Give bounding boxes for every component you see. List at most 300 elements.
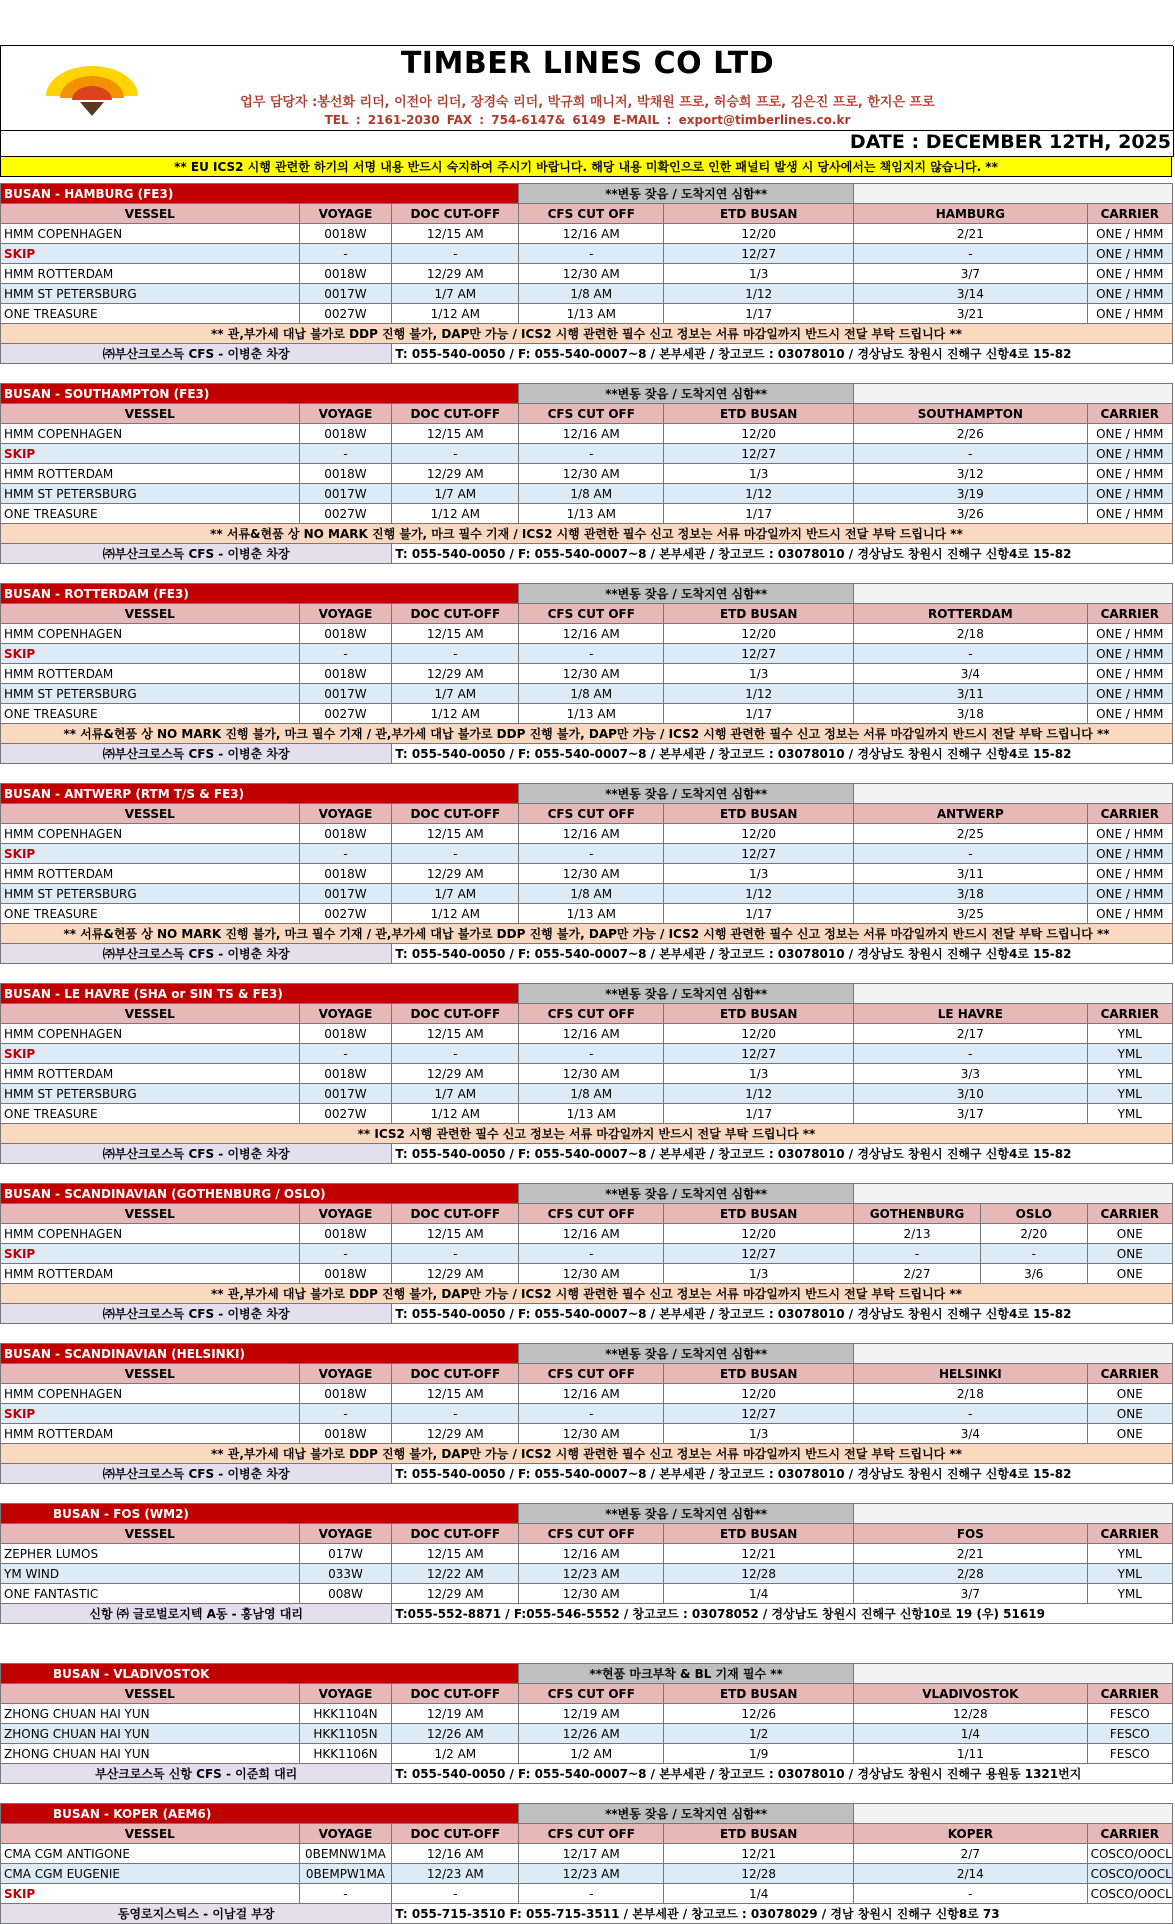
vessel-cell: ZEPHER LUMOS: [1, 1544, 300, 1564]
etd-cell: 12/20: [664, 1024, 854, 1044]
eta-cell: 2/25: [854, 824, 1088, 844]
route-title: BUSAN - HAMBURG (FE3): [1, 184, 519, 204]
carrier-cell: YML: [1087, 1564, 1172, 1584]
vessel-cell: ZHONG CHUAN HAI YUN: [1, 1724, 300, 1744]
doc-cutoff-cell: 12/29 AM: [392, 864, 519, 884]
cfs-warehouse-name: ㈜부산크로스독 CFS - 이병춘 차장: [1, 1304, 392, 1324]
vessel-cell: HMM ROTTERDAM: [1, 1264, 300, 1284]
carrier-cell: ONE: [1087, 1224, 1172, 1244]
vessel-header: VESSEL: [1, 1364, 300, 1384]
voyage-header: VOYAGE: [299, 1824, 392, 1844]
title-filler: [854, 784, 1173, 804]
cfs-cutoff-cell: 12/16 AM: [519, 824, 664, 844]
cfs-cutoff-cell: 12/16 AM: [519, 1024, 664, 1044]
etd-cell: 1/3: [664, 1264, 854, 1284]
eta-cell: -: [854, 444, 1088, 464]
voyage-cell: -: [299, 244, 392, 264]
column-header-row: [1, 1204, 1173, 1224]
eta-cell: -: [854, 1884, 1088, 1904]
carrier-cell: ONE / HMM: [1087, 264, 1172, 284]
cfs-cutoff-cell: 12/30 AM: [519, 1264, 664, 1284]
cfs-cutoff-cell: 12/30 AM: [519, 664, 664, 684]
column-header-row: [1, 1004, 1173, 1024]
carrier-cell: ONE: [1087, 1404, 1172, 1424]
section-notes: ** ICS2 시행 관련한 필수 신고 정보는 서류 마감일까지 반드시 전달 부탁 드립니다 **: [1, 1124, 1173, 1144]
cfs-cutoff-header: CFS CUT OFF: [519, 1824, 664, 1844]
cfs-warehouse-name: 신항 ㈜ 글로벌로지텍 A동 - 홍남영 대리: [1, 1604, 392, 1624]
carrier-cell: FESCO: [1087, 1744, 1172, 1764]
cfs-row: [1, 1464, 1173, 1484]
cfs-warehouse-name: ㈜부산크로스독 CFS - 이병춘 차장: [1, 1144, 392, 1164]
route-remark: **변동 잦음 / 도착지연 심함**: [519, 1804, 854, 1824]
carrier-cell: ONE / HMM: [1087, 824, 1172, 844]
table-row: [1, 1884, 1173, 1904]
voyage-cell: 0017W: [299, 884, 392, 904]
cfs-warehouse-name: ㈜부산크로스독 CFS - 이병춘 차장: [1, 1464, 392, 1484]
eta-cell: -: [854, 1044, 1088, 1064]
cfs-row: [1, 1144, 1173, 1164]
eta-cell: 2/26: [854, 424, 1088, 444]
destination-header: OSLO: [980, 1204, 1087, 1224]
destination-header: LE HAVRE: [854, 1004, 1088, 1024]
eta-cell: 3/3: [854, 1064, 1088, 1084]
doc-cutoff-cell: 12/19 AM: [392, 1704, 519, 1724]
voyage-cell: 0018W: [299, 464, 392, 484]
doc-cutoff-cell: 1/7 AM: [392, 884, 519, 904]
notes-row: [1, 1284, 1173, 1304]
voyage-cell: 0018W: [299, 224, 392, 244]
cfs-cutoff-cell: 1/13 AM: [519, 304, 664, 324]
voyage-cell: -: [299, 1404, 392, 1424]
carrier-header: CARRIER: [1087, 1364, 1172, 1384]
cfs-cutoff-cell: 1/8 AM: [519, 1084, 664, 1104]
carrier-cell: ONE / HMM: [1087, 664, 1172, 684]
etd-cell: 1/3: [664, 464, 854, 484]
carrier-cell: ONE: [1087, 1244, 1172, 1264]
cfs-cutoff-cell: 1/13 AM: [519, 504, 664, 524]
eta-cell: 2/27: [854, 1264, 981, 1284]
route-section: [0, 1183, 1173, 1324]
voyage-header: VOYAGE: [299, 1524, 392, 1544]
table-row: [1, 444, 1173, 464]
eta-cell: 2/7: [854, 1844, 1088, 1864]
carrier-cell: ONE: [1087, 1424, 1172, 1444]
voyage-cell: HKK1105N: [299, 1724, 392, 1744]
route-remark: **변동 잦음 / 도착지연 심함**: [519, 1504, 854, 1524]
eta-cell: 2/21: [854, 224, 1088, 244]
etd-cell: 12/20: [664, 424, 854, 444]
section-title-row: [1, 384, 1173, 404]
voyage-cell: 0017W: [299, 684, 392, 704]
cfs-cutoff-cell: 12/16 AM: [519, 1544, 664, 1564]
table-row: [1, 704, 1173, 724]
etd-cell: 1/17: [664, 1104, 854, 1124]
vessel-cell: SKIP: [1, 1884, 300, 1904]
doc-cutoff-cell: -: [392, 1884, 519, 1904]
vessel-header: VESSEL: [1, 1824, 300, 1844]
etd-cell: 12/20: [664, 1224, 854, 1244]
eta-cell: 1/4: [854, 1724, 1088, 1744]
cfs-cutoff-header: CFS CUT OFF: [519, 204, 664, 224]
doc-cutoff-cell: 1/12 AM: [392, 504, 519, 524]
eta-cell: -: [980, 1244, 1087, 1264]
vessel-cell: HMM ROTTERDAM: [1, 1064, 300, 1084]
table-row: [1, 1424, 1173, 1444]
etd-cell: 1/4: [664, 1884, 854, 1904]
column-header-row: [1, 404, 1173, 424]
voyage-cell: 0018W: [299, 1264, 392, 1284]
vessel-cell: ONE TREASURE: [1, 904, 300, 924]
eta-cell: 3/11: [854, 864, 1088, 884]
schedule-table: [0, 1343, 1173, 1484]
vessel-cell: ONE TREASURE: [1, 504, 300, 524]
eta-cell: 2/14: [854, 1864, 1088, 1884]
table-row: [1, 844, 1173, 864]
etd-cell: 1/12: [664, 484, 854, 504]
column-header-row: [1, 1524, 1173, 1544]
etd-cell: 1/12: [664, 284, 854, 304]
cfs-cutoff-cell: 12/16 AM: [519, 1224, 664, 1244]
cfs-cutoff-cell: 1/2 AM: [519, 1744, 664, 1764]
title-filler: [854, 184, 1173, 204]
column-header-row: [1, 804, 1173, 824]
doc-cutoff-header: DOC CUT-OFF: [392, 204, 519, 224]
doc-cutoff-cell: 1/12 AM: [392, 1104, 519, 1124]
cfs-cutoff-cell: -: [519, 244, 664, 264]
notes-row: [1, 1444, 1173, 1464]
etd-header: ETD BUSAN: [664, 1524, 854, 1544]
carrier-cell: ONE / HMM: [1087, 864, 1172, 884]
doc-cutoff-header: DOC CUT-OFF: [392, 1824, 519, 1844]
route-title: BUSAN - LE HAVRE (SHA or SIN TS & FE3): [1, 984, 519, 1004]
cfs-cutoff-header: CFS CUT OFF: [519, 1204, 664, 1224]
etd-cell: 12/27: [664, 1404, 854, 1424]
etd-cell: 12/27: [664, 244, 854, 264]
route-remark: **변동 잦음 / 도착지연 심함**: [519, 1344, 854, 1364]
vessel-cell: HMM COPENHAGEN: [1, 1384, 300, 1404]
notes-row: [1, 324, 1173, 344]
eta-cell: -: [854, 1244, 981, 1264]
vessel-cell: HMM COPENHAGEN: [1, 1024, 300, 1044]
voyage-cell: -: [299, 644, 392, 664]
route-section: [0, 983, 1173, 1164]
cfs-row: [1, 1904, 1173, 1924]
eta-cell: 2/28: [854, 1564, 1088, 1584]
vessel-cell: ONE TREASURE: [1, 304, 300, 324]
voyage-cell: -: [299, 444, 392, 464]
carrier-cell: ONE / HMM: [1087, 444, 1172, 464]
table-row: [1, 1244, 1173, 1264]
carrier-cell: ONE / HMM: [1087, 624, 1172, 644]
etd-cell: 12/26: [664, 1704, 854, 1724]
voyage-cell: 0017W: [299, 284, 392, 304]
etd-cell: 1/3: [664, 1064, 854, 1084]
section-notes: ** 관,부가세 대납 불가로 DDP 진행 불가, DAP만 가능 / ICS2 시행 관련한 필수 신고 정보는 서류 마감일까지 반드시 전달 부탁 드립니다 **: [1, 1444, 1173, 1464]
carrier-header: CARRIER: [1087, 1524, 1172, 1544]
voyage-header: VOYAGE: [299, 1684, 392, 1704]
cfs-cutoff-cell: 1/8 AM: [519, 884, 664, 904]
carrier-cell: COSCO/OOCL: [1087, 1884, 1172, 1904]
cfs-row: [1, 344, 1173, 364]
section-title-row: [1, 1804, 1173, 1824]
cfs-cutoff-cell: 12/16 AM: [519, 624, 664, 644]
table-row: [1, 1044, 1173, 1064]
cfs-cutoff-cell: -: [519, 1044, 664, 1064]
doc-cutoff-cell: 12/16 AM: [392, 1844, 519, 1864]
table-row: [1, 664, 1173, 684]
destination-header: FOS: [854, 1524, 1088, 1544]
voyage-header: VOYAGE: [299, 1204, 392, 1224]
eta-cell: 3/4: [854, 664, 1088, 684]
schedule-table: [0, 583, 1173, 764]
doc-cutoff-header: DOC CUT-OFF: [392, 604, 519, 624]
cfs-cutoff-header: CFS CUT OFF: [519, 1524, 664, 1544]
voyage-cell: -: [299, 1044, 392, 1064]
carrier-cell: ONE / HMM: [1087, 304, 1172, 324]
etd-cell: 1/12: [664, 684, 854, 704]
table-row: [1, 644, 1173, 664]
doc-cutoff-cell: 12/26 AM: [392, 1724, 519, 1744]
eta-cell: -: [854, 244, 1088, 264]
carrier-cell: COSCO/OOCL: [1087, 1844, 1172, 1864]
doc-cutoff-cell: 1/12 AM: [392, 704, 519, 724]
doc-cutoff-cell: 12/15 AM: [392, 424, 519, 444]
table-row: [1, 1404, 1173, 1424]
cfs-cutoff-cell: 1/13 AM: [519, 704, 664, 724]
vessel-cell: ZHONG CHUAN HAI YUN: [1, 1704, 300, 1724]
table-row: [1, 1084, 1173, 1104]
carrier-header: CARRIER: [1087, 404, 1172, 424]
carrier-cell: YML: [1087, 1084, 1172, 1104]
cfs-cutoff-cell: 1/8 AM: [519, 484, 664, 504]
route-title: BUSAN - VLADIVOSTOK: [1, 1664, 519, 1684]
carrier-cell: ONE / HMM: [1087, 504, 1172, 524]
doc-cutoff-cell: 1/7 AM: [392, 484, 519, 504]
table-row: [1, 1724, 1173, 1744]
cfs-warehouse-info: T: 055-540-0050 / F: 055-540-0007~8 / 본부세관 / 창고코드 : 03078010 / 경상남도 창원시 진해구 신항4로 15-82: [392, 944, 1173, 964]
destination-header: KOPER: [854, 1824, 1088, 1844]
doc-cutoff-cell: 12/29 AM: [392, 464, 519, 484]
table-row: [1, 1384, 1173, 1404]
voyage-cell: HKK1104N: [299, 1704, 392, 1724]
eta-cell: 3/4: [854, 1424, 1088, 1444]
title-filler: [854, 984, 1173, 1004]
table-row: [1, 1544, 1173, 1564]
route-title: BUSAN - SCANDINAVIAN (GOTHENBURG / OSLO): [1, 1184, 519, 1204]
doc-cutoff-cell: 12/22 AM: [392, 1564, 519, 1584]
doc-cutoff-cell: 12/29 AM: [392, 1584, 519, 1604]
etd-cell: 1/17: [664, 704, 854, 724]
carrier-header: CARRIER: [1087, 1204, 1172, 1224]
carrier-cell: ONE / HMM: [1087, 284, 1172, 304]
etd-cell: 1/9: [664, 1744, 854, 1764]
schedule-date: DATE : DECEMBER 12TH, 2025: [849, 131, 1171, 153]
doc-cutoff-cell: 12/23 AM: [392, 1864, 519, 1884]
cfs-cutoff-cell: 12/30 AM: [519, 864, 664, 884]
table-row: [1, 1744, 1173, 1764]
cfs-warehouse-info: T: 055-540-0050 / F: 055-540-0007~8 / 본부세관 / 창고코드 : 03078010 / 경상남도 창원시 진해구 신항4로 15-82: [392, 344, 1173, 364]
schedule-table: [0, 783, 1173, 964]
voyage-cell: 008W: [299, 1584, 392, 1604]
route-title: BUSAN - SCANDINAVIAN (HELSINKI): [1, 1344, 519, 1364]
vessel-header: VESSEL: [1, 1524, 300, 1544]
vessel-header: VESSEL: [1, 204, 300, 224]
doc-cutoff-cell: -: [392, 844, 519, 864]
destination-header: VLADIVOSTOK: [854, 1684, 1088, 1704]
schedule-table: [0, 1803, 1173, 1924]
doc-cutoff-cell: 12/29 AM: [392, 1424, 519, 1444]
etd-header: ETD BUSAN: [664, 1364, 854, 1384]
section-title-row: [1, 584, 1173, 604]
cfs-cutoff-cell: 12/30 AM: [519, 464, 664, 484]
vessel-cell: HMM COPENHAGEN: [1, 1224, 300, 1244]
doc-cutoff-cell: 1/7 AM: [392, 684, 519, 704]
carrier-cell: FESCO: [1087, 1724, 1172, 1744]
carrier-cell: ONE: [1087, 1264, 1172, 1284]
table-row: [1, 1704, 1173, 1724]
title-filler: [854, 1344, 1173, 1364]
route-section: [0, 1663, 1173, 1784]
doc-cutoff-cell: -: [392, 444, 519, 464]
table-row: [1, 1024, 1173, 1044]
section-title-row: [1, 184, 1173, 204]
doc-cutoff-cell: 1/7 AM: [392, 284, 519, 304]
eta-cell: 3/26: [854, 504, 1088, 524]
cfs-cutoff-cell: 12/16 AM: [519, 224, 664, 244]
cfs-cutoff-cell: 1/8 AM: [519, 284, 664, 304]
cfs-cutoff-cell: -: [519, 1404, 664, 1424]
voyage-header: VOYAGE: [299, 404, 392, 424]
voyage-cell: 0027W: [299, 704, 392, 724]
column-header-row: [1, 604, 1173, 624]
etd-header: ETD BUSAN: [664, 604, 854, 624]
voyage-cell: 0027W: [299, 304, 392, 324]
doc-cutoff-cell: 12/15 AM: [392, 824, 519, 844]
table-row: [1, 1264, 1173, 1284]
vessel-cell: SKIP: [1, 1044, 300, 1064]
vessel-cell: HMM ROTTERDAM: [1, 264, 300, 284]
voyage-cell: 0018W: [299, 664, 392, 684]
doc-cutoff-cell: -: [392, 244, 519, 264]
etd-cell: 12/28: [664, 1864, 854, 1884]
cfs-warehouse-info: T: 055-540-0050 / F: 055-540-0007~8 / 본부세관 / 창고코드 : 03078010 / 경상남도 창원시 진해구 신항4로 15-82: [392, 1144, 1173, 1164]
schedule-table: [0, 1663, 1173, 1784]
voyage-header: VOYAGE: [299, 1364, 392, 1384]
voyage-cell: 0017W: [299, 484, 392, 504]
column-header-row: [1, 1824, 1173, 1844]
doc-cutoff-cell: -: [392, 1044, 519, 1064]
cfs-warehouse-info: T: 055-540-0050 / F: 055-540-0007~8 / 본부세관 / 창고코드 : 03078010 / 경상남도 창원시 진해구 신항4로 15-82: [392, 744, 1173, 764]
cfs-warehouse-info: T: 055-540-0050 / F: 055-540-0007~8 / 본부세관 / 창고코드 : 03078010 / 경상남도 창원시 진해구 신항4로 15-82: [392, 544, 1173, 564]
route-remark: **변동 잦음 / 도착지연 심함**: [519, 384, 854, 404]
route-section: [0, 1803, 1173, 1924]
vessel-cell: HMM COPENHAGEN: [1, 824, 300, 844]
voyage-header: VOYAGE: [299, 1004, 392, 1024]
doc-cutoff-cell: -: [392, 1404, 519, 1424]
vessel-header: VESSEL: [1, 1004, 300, 1024]
vessel-cell: HMM ST PETERSBURG: [1, 284, 300, 304]
vessel-cell: SKIP: [1, 244, 300, 264]
section-title-row: [1, 1184, 1173, 1204]
vessel-header: VESSEL: [1, 404, 300, 424]
eta-cell: 12/28: [854, 1704, 1088, 1724]
voyage-header: VOYAGE: [299, 604, 392, 624]
cfs-cutoff-cell: 12/30 AM: [519, 264, 664, 284]
table-row: [1, 884, 1173, 904]
eta-cell: 2/18: [854, 624, 1088, 644]
route-section: [0, 583, 1173, 764]
voyage-cell: 0018W: [299, 1064, 392, 1084]
etd-header: ETD BUSAN: [664, 1684, 854, 1704]
vessel-cell: HMM ROTTERDAM: [1, 864, 300, 884]
route-section: [0, 1343, 1173, 1484]
section-notes: ** 관,부가세 대납 불가로 DDP 진행 불가, DAP만 가능 / ICS2 시행 관련한 필수 신고 정보는 서류 마감일까지 반드시 전달 부탁 드립니다 **: [1, 1284, 1173, 1304]
ics2-notice: ** EU ICS2 시행 관련한 하기의 서명 내용 반드시 숙지하여 주시기 바랍니다. 해당 내용 미확인으로 인한 패널티 발생 시 당사에서는 책임지지 않습니다. **: [0, 156, 1172, 177]
notes-row: [1, 524, 1173, 544]
etd-cell: 12/28: [664, 1564, 854, 1584]
cfs-cutoff-cell: -: [519, 1884, 664, 1904]
column-header-row: [1, 204, 1173, 224]
cfs-row: [1, 1604, 1173, 1624]
table-row: [1, 284, 1173, 304]
vessel-cell: HMM COPENHAGEN: [1, 624, 300, 644]
carrier-cell: ONE / HMM: [1087, 704, 1172, 724]
cfs-cutoff-cell: 12/26 AM: [519, 1724, 664, 1744]
route-section: [0, 183, 1173, 364]
notes-row: [1, 724, 1173, 744]
cfs-cutoff-cell: 12/16 AM: [519, 1384, 664, 1404]
voyage-cell: -: [299, 844, 392, 864]
doc-cutoff-cell: 12/15 AM: [392, 1024, 519, 1044]
voyage-cell: 0018W: [299, 424, 392, 444]
section-notes: ** 서류&현품 상 NO MARK 진행 불가, 마크 필수 기재 / 관,부가세 대납 불가로 DDP 진행 불가, DAP만 가능 / ICS2 시행 관련한 필수 신고 정보는 서류 마감일까지 반드시 전달 부탁 드립니다 **: [1, 724, 1173, 744]
eta-cell: -: [854, 1404, 1088, 1424]
vessel-cell: HMM ROTTERDAM: [1, 464, 300, 484]
eta-cell: 3/6: [980, 1264, 1087, 1284]
cfs-row: [1, 544, 1173, 564]
cfs-row: [1, 1304, 1173, 1324]
doc-cutoff-header: DOC CUT-OFF: [392, 804, 519, 824]
doc-cutoff-cell: 1/12 AM: [392, 304, 519, 324]
route-section: [0, 383, 1173, 564]
vessel-cell: ONE TREASURE: [1, 704, 300, 724]
eta-cell: 3/10: [854, 1084, 1088, 1104]
eta-cell: 3/17: [854, 1104, 1088, 1124]
etd-header: ETD BUSAN: [664, 1824, 854, 1844]
voyage-header: VOYAGE: [299, 804, 392, 824]
voyage-cell: 0027W: [299, 904, 392, 924]
vessel-cell: ZHONG CHUAN HAI YUN: [1, 1744, 300, 1764]
etd-header: ETD BUSAN: [664, 1004, 854, 1024]
voyage-cell: 0018W: [299, 264, 392, 284]
title-filler: [854, 1804, 1173, 1824]
table-row: [1, 504, 1173, 524]
vessel-cell: YM WIND: [1, 1564, 300, 1584]
doc-cutoff-cell: 1/2 AM: [392, 1744, 519, 1764]
cfs-row: [1, 744, 1173, 764]
doc-cutoff-cell: 12/15 AM: [392, 1384, 519, 1404]
vessel-cell: HMM COPENHAGEN: [1, 424, 300, 444]
vessel-header: VESSEL: [1, 604, 300, 624]
cfs-cutoff-cell: 12/19 AM: [519, 1704, 664, 1724]
cfs-row: [1, 944, 1173, 964]
voyage-cell: 0018W: [299, 1424, 392, 1444]
etd-header: ETD BUSAN: [664, 804, 854, 824]
table-row: [1, 424, 1173, 444]
cfs-warehouse-info: T: 055-540-0050 / F: 055-540-0007~8 / 본부세관 / 창고코드 : 03078010 / 경상남도 창원시 진해구 용원동 1321번지: [392, 1764, 1173, 1784]
voyage-cell: -: [299, 1244, 392, 1264]
title-filler: [854, 1504, 1173, 1524]
